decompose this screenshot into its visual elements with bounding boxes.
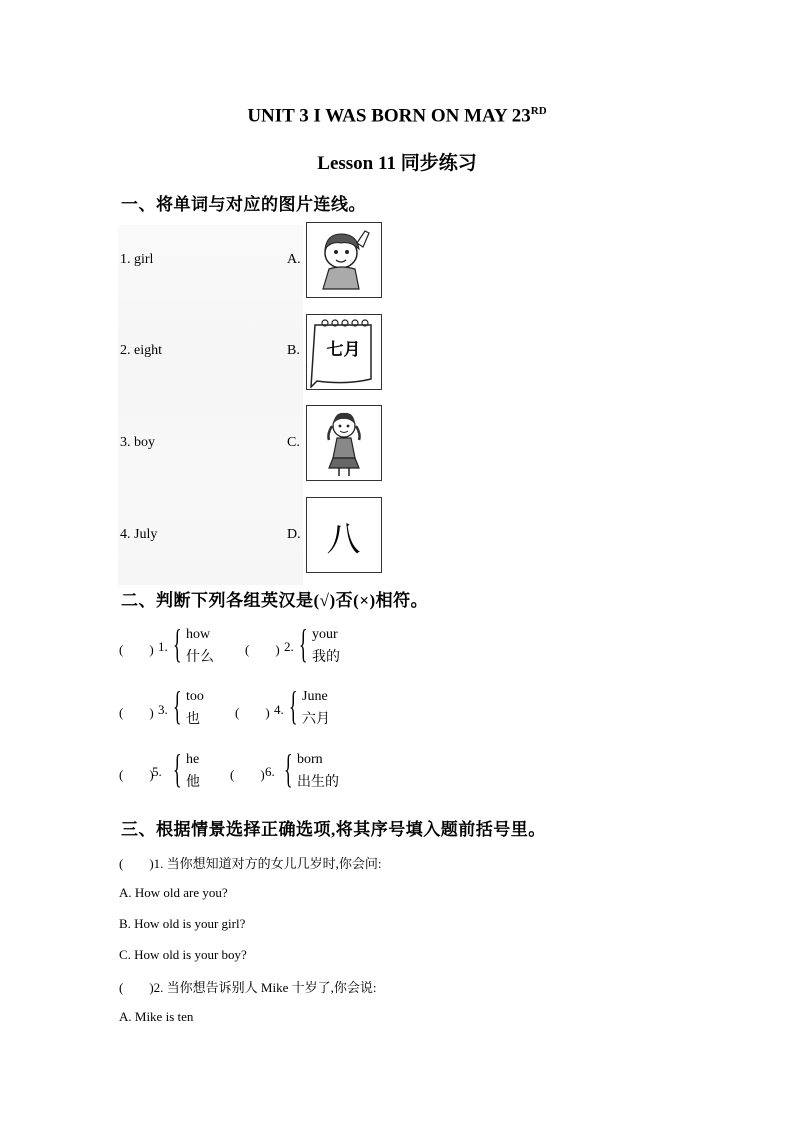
title-main: UNIT 3 I WAS BORN ON MAY 23 <box>247 105 531 127</box>
girl-icon <box>307 406 380 479</box>
pair-6 <box>297 748 339 794</box>
pair-5 <box>186 748 200 794</box>
page-title <box>0 105 794 127</box>
word-4: 4. July <box>120 527 158 542</box>
pair-3-en: too <box>186 689 204 704</box>
picture-calendar <box>306 314 382 390</box>
question-2: ( )2. 当你想告诉别人 Mike 十岁了,你会说: <box>119 980 377 995</box>
pair-6-en: born <box>297 752 323 767</box>
letter-d: D. <box>287 527 301 542</box>
brace-4: { <box>289 683 298 728</box>
judge-num-5: 5. <box>152 764 162 779</box>
picture-girl <box>306 405 382 481</box>
section3-heading: 三、根据情景选择正确选项,将其序号填入题前括号里。 <box>121 820 546 839</box>
brace-2: { <box>299 621 308 666</box>
pair-3 <box>186 685 204 731</box>
pair-2-en: your <box>312 627 338 642</box>
section2-heading: 二、判断下列各组英汉是(√)否(×)相符。 <box>121 591 429 610</box>
judge-paren-5: ( ) <box>119 767 154 782</box>
judge-paren-4: ( ) <box>235 705 270 720</box>
judge-paren-2: ( ) <box>245 642 280 657</box>
judge-paren-6: ( ) <box>230 767 265 782</box>
letter-b: B. <box>287 343 300 358</box>
pair-3-zh: 也 <box>186 712 200 727</box>
q1-option-a: A. How old are you? <box>119 885 228 900</box>
q2-option-a: A. Mike is ten <box>119 1009 194 1024</box>
section1-heading: 一、将单词与对应的图片连线。 <box>121 195 366 214</box>
brace-3: { <box>173 683 182 728</box>
word-1: 1. girl <box>120 252 154 267</box>
word-2: 2. eight <box>120 343 162 358</box>
brace-1: { <box>173 621 182 666</box>
letter-a: A. <box>287 252 301 267</box>
question-1: ( )1. 当你想知道对方的女儿几岁时,你会问: <box>119 856 382 871</box>
calendar-month-label: 七月 <box>326 340 361 360</box>
pair-2-zh: 我的 <box>312 650 340 665</box>
judge-num-1: 1. <box>158 639 168 654</box>
brace-6: { <box>284 746 293 791</box>
judge-num-6: 6. <box>265 764 275 779</box>
picture-boy <box>306 222 382 298</box>
q1-option-b: B. How old is your girl? <box>119 916 246 931</box>
picture-eight <box>306 497 382 573</box>
brace-5: { <box>173 746 182 791</box>
title-superscript: RD <box>530 105 547 117</box>
pair-6-zh: 出生的 <box>297 775 339 790</box>
pair-1-en: how <box>186 627 211 642</box>
pair-1 <box>186 623 214 669</box>
pair-4-zh: 六月 <box>302 712 330 727</box>
pair-2 <box>312 623 340 669</box>
judge-num-3: 3. <box>158 702 168 717</box>
judge-paren-3: ( ) <box>119 705 154 720</box>
pair-4-en: June <box>302 689 328 704</box>
q1-option-c: C. How old is your boy? <box>119 947 247 962</box>
pair-5-en: he <box>186 752 200 767</box>
word-3: 3. boy <box>120 435 155 450</box>
boy-icon <box>307 223 380 296</box>
judge-num-2: 2. <box>284 639 294 654</box>
letter-c: C. <box>287 435 300 450</box>
pair-4 <box>302 685 330 731</box>
judge-paren-1: ( ) <box>119 642 154 657</box>
pair-1-zh: 什么 <box>186 650 214 665</box>
eight-character: 八 <box>326 520 361 560</box>
page-subtitle: Lesson 11 同步练习 <box>317 153 477 174</box>
pair-5-zh: 他 <box>186 775 200 790</box>
judge-num-4: 4. <box>274 702 284 717</box>
